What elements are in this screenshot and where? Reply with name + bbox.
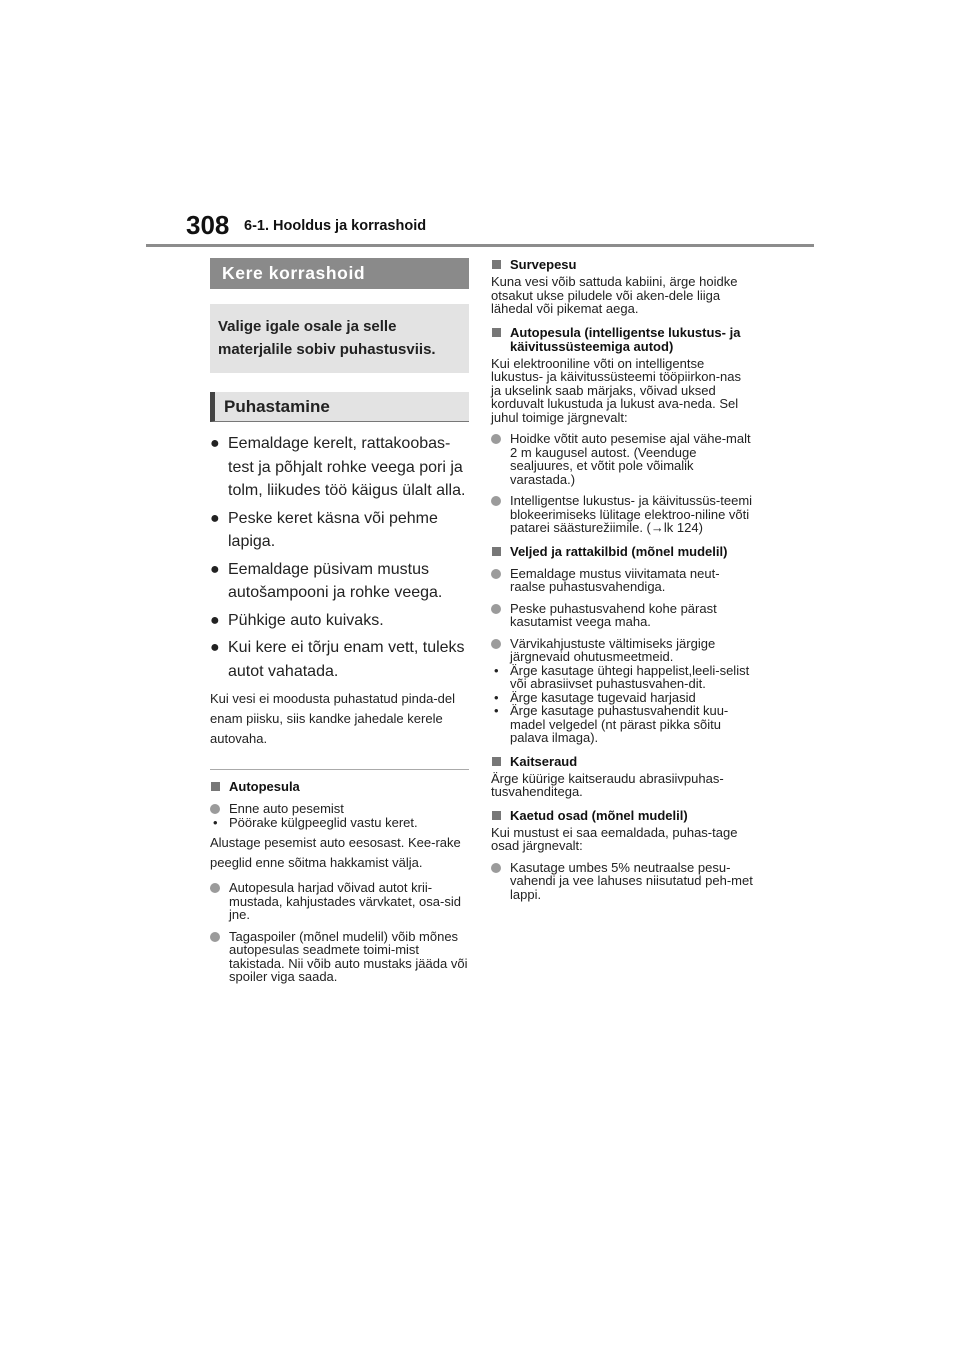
list-item: Eemaldage mustus viivitamata neut-raalse puhastusvahendiga. xyxy=(491,567,753,594)
bullet-icon: ● xyxy=(210,639,220,656)
intro-box: Valige igale osale ja selle materjalile sobiv puhastusviis. xyxy=(210,304,469,373)
sub-item: • Ärge kasutage puhastusvahendit kuu-madel velgedel (nt pärast pikka sõitu palava ilmaga). xyxy=(494,703,729,745)
smart-car-wash-heading: Autopesula (intelligentse lukustus- ja käivitussüsteemiga autod) xyxy=(491,326,753,354)
paragraph: Kui mustust ei saa eemaldada, puhas-tage osad järgnevalt: xyxy=(491,824,738,853)
paragraph: Alustage pesemist auto eesosast. Kee-rake peeglid enne sõitma hakkamist välja. xyxy=(210,835,461,870)
circle-bullet-icon xyxy=(491,496,501,506)
list-item: ● Kui kere ei tõrju enam vett, tuleks autot vahatada. xyxy=(210,636,469,683)
paragraph: Kuna vesi võib sattuda kabiini, ärge hoidke otsakut ukse piludele või aken-dele liiga lähedal või pikemat aega. xyxy=(491,274,738,316)
square-bullet-icon xyxy=(492,757,501,766)
list-item: Värvikahjustuste vältimiseks järgige järgnevaid ohutusmeetmeid. xyxy=(491,637,753,664)
list-item: Kasutage umbes 5% neutraalse pesu-vahendi ja vee lahuses niisutatud peh-met lappi. xyxy=(491,861,753,902)
wax-note: Kui vesi ei moodusta puhastatud pinda-del enam piisku, siis kandke jahedale kerele autovaha. xyxy=(210,691,455,746)
bumper-heading: Kaitseraud xyxy=(491,755,753,769)
circle-bullet-icon xyxy=(491,569,501,579)
square-bullet-icon xyxy=(492,328,501,337)
circle-bullet-icon xyxy=(491,863,501,873)
list-item: ● Eemaldage püsivam mustus autošampooni ja rohke veega. xyxy=(210,558,469,605)
bullet-icon: ● xyxy=(210,560,220,578)
list-item: Intelligentse lukustus- ja käivitussüs-teemi blokeerimiseks lülitage elektroo-niline võti patarei säästurežiimile. (→lk 124) xyxy=(491,494,753,535)
sub-item: • Pöörake külgpeeglid vastu keret. xyxy=(213,814,418,830)
list-item: Autopesula harjad võivad autot krii-mustada, kahjustades värvkatet, osa-sid jne. xyxy=(210,881,469,922)
list-item: ● Pühkige auto kuivaks. xyxy=(210,609,469,633)
section-header: 6-1. Hooldus ja korrashoid xyxy=(244,218,427,234)
list-item: Enne auto pesemist xyxy=(210,802,469,816)
square-bullet-icon xyxy=(492,547,501,556)
right-column xyxy=(491,258,753,901)
subsection-title: Puhastamine xyxy=(210,392,469,422)
circle-bullet-icon xyxy=(210,804,220,814)
header-rule xyxy=(146,244,814,247)
list-item: Hoidke võtit auto pesemise ajal vähe-malt 2 m kaugusel autost. (Veenduge sealjuures, et võtit pole võimalik varastada.) xyxy=(491,432,753,486)
bullet-icon: ● xyxy=(210,435,220,452)
divider xyxy=(210,769,469,770)
list-item: Tagaspoiler (mõnel mudelil) võib mõnes autopesulas seadmete toimi-mist takistada. Nii võib auto mustaks jääda või spoiler viga saada. xyxy=(210,930,469,984)
cleaning-steps xyxy=(210,432,469,683)
circle-bullet-icon xyxy=(210,883,220,893)
paragraph: Kui elektrooniline võti on intelligentse lukustus- ja käivitussüsteemi tööpiirkon-nas ja ukselink saab märjaks, võivad uksed korduvalt lukustuda ja lukust ava-neda. Sel juhul toimige järgnevalt: xyxy=(491,355,741,425)
pressure-wash-heading: Survepesu xyxy=(491,258,753,272)
sub-item: • Ärge kasutage ühtegi happelist,leeli-selist või abrasiivset puhastusvahen-dit. xyxy=(494,662,750,691)
square-bullet-icon xyxy=(492,260,501,269)
coated-parts-heading: Kaetud osad (mõnel mudelil) xyxy=(491,809,753,823)
left-column xyxy=(210,258,469,984)
circle-bullet-icon xyxy=(210,932,220,942)
bullet-icon: ● xyxy=(210,611,220,629)
bullet-icon: ● xyxy=(210,509,220,527)
page-number: 308 xyxy=(186,210,230,240)
section-title: Kere korrashoid xyxy=(210,258,469,289)
circle-bullet-icon xyxy=(491,434,501,444)
square-bullet-icon xyxy=(211,782,220,791)
circle-bullet-icon xyxy=(491,604,501,614)
list-item: Peske puhastusvahend kohe pärast kasutamist veega maha. xyxy=(491,602,753,629)
sub-item: • Ärge kasutage tugevaid harjasid xyxy=(494,689,696,705)
wheels-heading: Veljed ja rattakilbid (mõnel mudelil) xyxy=(491,545,753,559)
list-item: ● Peske keret käsna või pehme lapiga. xyxy=(210,507,469,554)
car-wash-heading: Autopesula xyxy=(210,780,469,794)
list-item: ● Eemaldage kerelt, rattakoobas-test ja põhjalt rohke veega pori ja tolm, liikudes töö käigus ülalt alla. xyxy=(210,432,469,503)
circle-bullet-icon xyxy=(491,639,501,649)
paragraph: Ärge küürige kaitseraudu abrasiivpuhas-tusvahenditega. xyxy=(491,770,724,799)
square-bullet-icon xyxy=(492,811,501,820)
